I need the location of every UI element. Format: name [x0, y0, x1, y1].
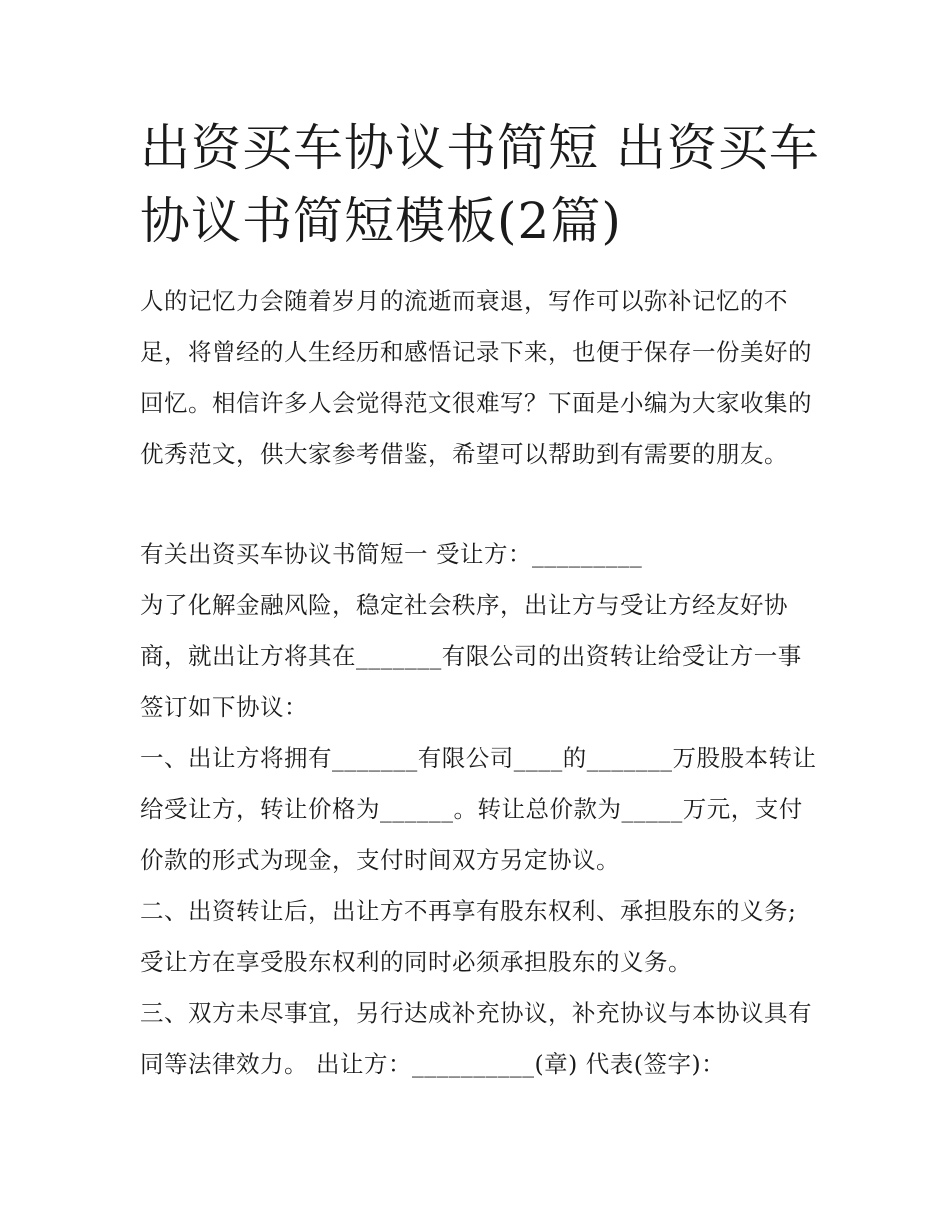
purpose-paragraph: 为了化解金融风险，稳定社会秩序，出让方与受让方经友好协商，就出让方将其在_______有限公司的出资转让给受让方一事签订如下协议： [140, 591, 802, 721]
intro-paragraph: 人的记忆力会随着岁月的流逝而衰退，写作可以弥补记忆的不足，将曾经的人生经历和感悟记录下来，也便于保存一份美好的回忆。相信许多人会觉得范文很难写？下面是小编为大家收集的优秀范文，供大家参考借鉴，希望可以帮助到有需要的朋友。 [140, 287, 812, 468]
clause-1-paragraph: 一、出让方将拥有_______有限公司____的_______万股股本转让给受让方，转让价格为______。转让总价款为_____万元，支付价款的形式为现金，支付时间双方另定协议。 [140, 744, 817, 874]
document-title: 出资买车协议书简短 出资买车协议书简短模板(2篇) [140, 119, 820, 250]
clause-2-paragraph: 二、出资转让后，出让方不再享有股东权利、承担股东的义务;受让方在享受股东权利的同时必须承担股东的义务。 [140, 897, 797, 976]
agreement-heading-line: 有关出资买车协议书简短一 受让方：_________ [140, 540, 643, 568]
clause-3-paragraph: 三、双方未尽事宜，另行达成补充协议，补充协议与本协议具有同等法律效力。 出让方：__________(章) 代表(签字)： [140, 999, 812, 1078]
